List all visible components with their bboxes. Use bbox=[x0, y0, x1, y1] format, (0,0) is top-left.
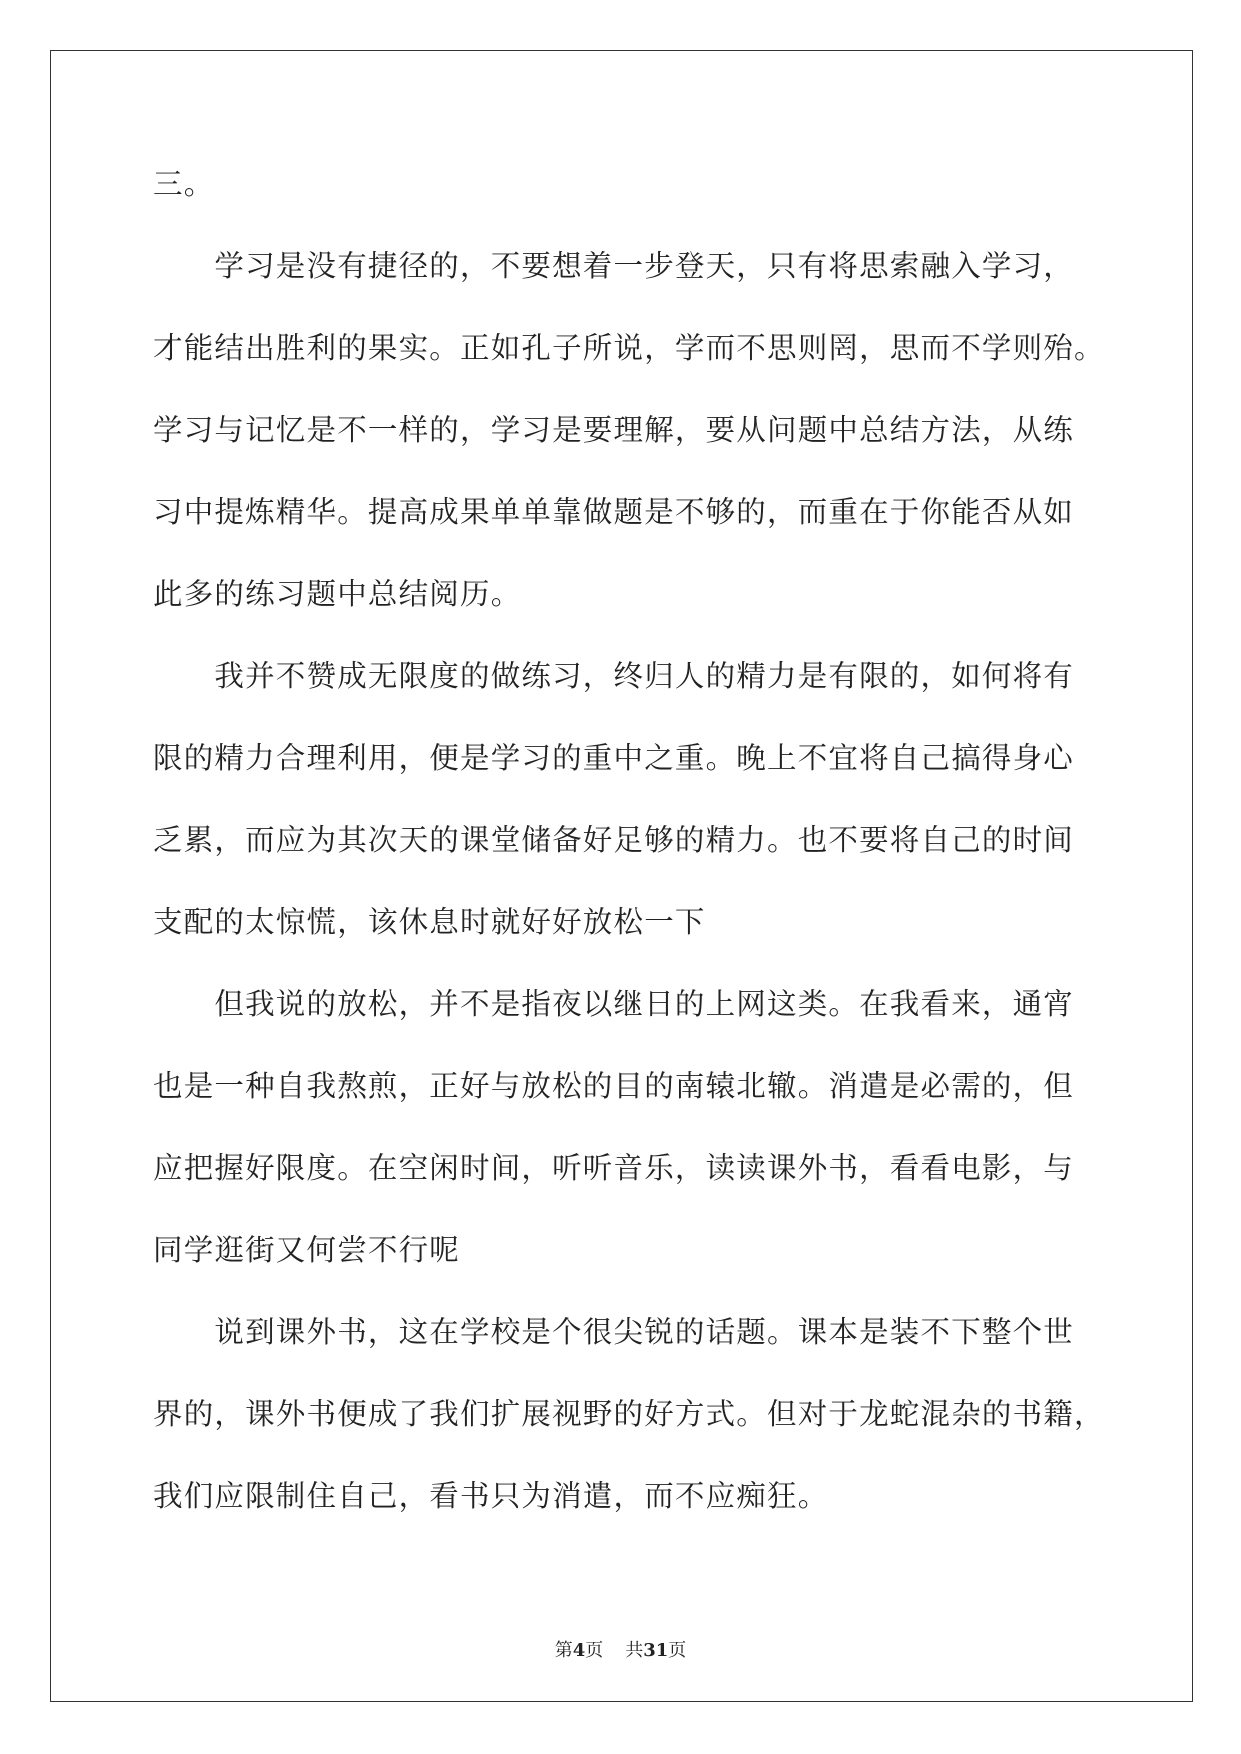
current-page: 4 bbox=[572, 1640, 586, 1661]
text-line: 此多的练习题中总结阅历。 bbox=[153, 577, 522, 611]
total-pages: 31 bbox=[643, 1640, 669, 1661]
text-line: 乏累，而应为其次天的课堂储备好足够的精力。也不要将自己的时间 bbox=[153, 823, 1075, 857]
total-prefix: 共 bbox=[625, 1640, 644, 1661]
text-line: 支配的太惊慌，该休息时就好好放松一下 bbox=[153, 905, 706, 939]
text-line: 三。 bbox=[153, 167, 215, 201]
text-line: 界的，课外书便成了我们扩展视野的好方式。但对于龙蛇混杂的书籍， bbox=[153, 1397, 1105, 1431]
text-line: 学习是没有捷径的，不要想着一步登天，只有将思索融入学习， bbox=[153, 249, 1075, 283]
text-line: 同学逛街又何尝不行呢 bbox=[153, 1233, 461, 1267]
page-prefix: 第 bbox=[554, 1640, 573, 1661]
text-line: 习中提炼精华。提高成果单单靠做题是不够的，而重在于你能否从如 bbox=[153, 495, 1075, 529]
text-line: 限的精力合理利用，便是学习的重中之重。晚上不宜将自己搞得身心 bbox=[153, 741, 1075, 775]
page-suffix: 页 bbox=[585, 1640, 604, 1661]
page-footer bbox=[0, 1636, 1241, 1662]
text-line: 也是一种自我熬煎，正好与放松的目的南辕北辙。消遣是必需的，但 bbox=[153, 1069, 1075, 1103]
page-total bbox=[625, 1640, 686, 1661]
text-line: 但我说的放松，并不是指夜以继日的上网这类。在我看来，通宵 bbox=[153, 987, 1075, 1021]
page-number bbox=[555, 1640, 604, 1661]
body-text bbox=[153, 143, 1105, 1537]
text-line: 才能结出胜利的果实。正如孔子所说，学而不思则罔，思而不学则殆。 bbox=[153, 331, 1105, 365]
text-line: 我并不赞成无限度的做练习，终归人的精力是有限的，如何将有 bbox=[153, 659, 1075, 693]
total-suffix: 页 bbox=[668, 1640, 687, 1661]
text-line: 我们应限制住自己，看书只为消遣，而不应痴狂。 bbox=[153, 1479, 829, 1513]
text-line: 说到课外书，这在学校是个很尖锐的话题。课本是装不下整个世 bbox=[153, 1315, 1075, 1349]
text-line: 应把握好限度。在空闲时间，听听音乐，读读课外书，看看电影，与 bbox=[153, 1151, 1075, 1185]
text-line: 学习与记忆是不一样的，学习是要理解，要从问题中总结方法，从练 bbox=[153, 413, 1075, 447]
